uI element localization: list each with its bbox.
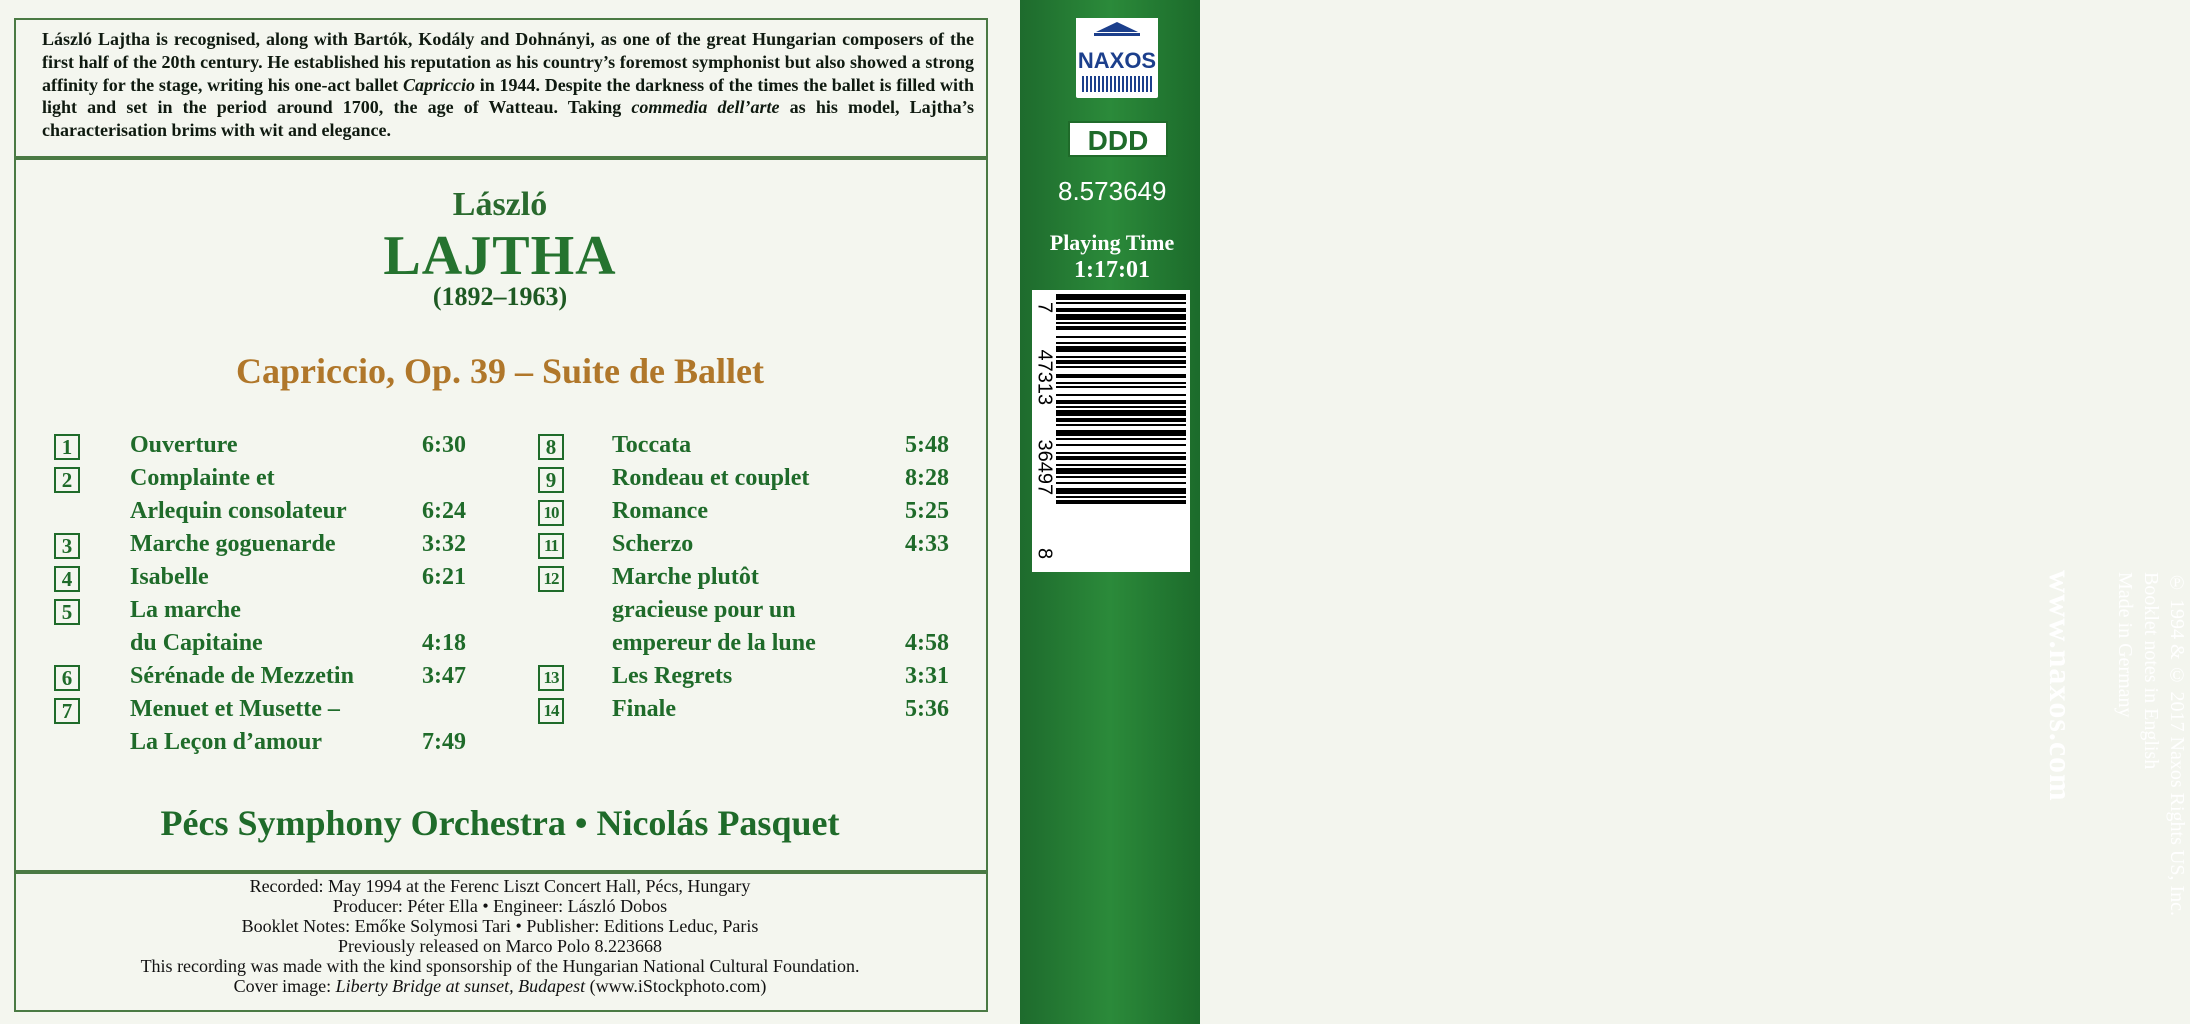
- logo-emblem-icon: [1076, 18, 1158, 40]
- credit-producer: Producer: Péter Ella • Engineer: László Dobos: [332, 896, 668, 916]
- track-title: La marche: [130, 597, 241, 623]
- track-number: 4: [54, 566, 80, 592]
- barcode-bar: [1056, 322, 1186, 324]
- track-duration: 6:21: [422, 564, 466, 590]
- barcode-bar: [1056, 406, 1186, 408]
- track-duration: 5:36: [905, 696, 949, 722]
- barcode-bar: [1056, 336, 1186, 338]
- barcode-bar: [1056, 360, 1186, 364]
- barcode-digit-group: 7: [1033, 301, 1056, 314]
- track-number: 2: [54, 467, 80, 493]
- barcode-bar: [1056, 464, 1186, 466]
- track-title: Sérénade de Mezzetin: [130, 663, 354, 689]
- track-number: 5: [54, 599, 80, 625]
- track-number: 10: [538, 500, 564, 526]
- track-duration: 4:18: [422, 630, 466, 656]
- credit-booklet: Booklet Notes: Emőke Solymosi Tari • Publisher: Editions Leduc, Paris: [241, 916, 759, 936]
- barcode-bar: [1056, 456, 1186, 460]
- barcode-bar: [1056, 346, 1186, 352]
- track-title: Finale: [612, 696, 676, 722]
- playing-time-label: Playing Time: [1049, 230, 1175, 255]
- track-title: Arlequin consolateur: [130, 498, 347, 524]
- barcode-bar: [1056, 444, 1186, 446]
- barcode-bar: [1056, 366, 1186, 368]
- naxos-logo: [1076, 18, 1158, 98]
- barcode-bar: [1056, 386, 1186, 388]
- track-title: Marche goguenarde: [130, 531, 336, 557]
- composer-last-name: LAJTHA: [383, 225, 617, 287]
- credits: [20, 876, 980, 996]
- track-duration: 5:48: [905, 432, 949, 458]
- track-title: Menuet et Musette –: [130, 696, 340, 722]
- website-url: www.naxos.com: [2043, 570, 2079, 802]
- barcode: [1032, 290, 1190, 572]
- track-title: gracieuse pour un: [612, 597, 796, 623]
- barcode-bars: [1056, 294, 1186, 566]
- intro-text: László Lajtha is recognised, along with Bartók, Kodály and Dohnányi, as one of the great Hungarian composers of the first half of the 20th century. He established his reputation as his country’s foremost symphonist but also showed a strong affinity for the stage, writing his one-act ballet Capriccio in 1944. Despite the darkness of the times the ballet is filled with light and set in the period around 1700, the age of Watteau. Taking commedia dell’arte as his model, Lajtha’s characterisation brims with wit and elegance.: [42, 29, 974, 141]
- intro-box: [14, 18, 988, 158]
- barcode-bar: [1056, 482, 1186, 484]
- booklet-language: Booklet notes in English: [2140, 572, 2162, 770]
- barcode-bar: [1056, 500, 1186, 504]
- barcode-bar: [1056, 424, 1186, 426]
- barcode-bar: [1056, 308, 1186, 312]
- track-duration: 4:33: [905, 531, 949, 557]
- barcode-bar: [1056, 400, 1186, 404]
- side-strip: [1020, 0, 2188, 1024]
- track-number: 13: [538, 665, 564, 691]
- track-duration: 5:25: [905, 498, 949, 524]
- barcode-bar: [1056, 356, 1186, 358]
- barcode-bar: [1056, 452, 1186, 454]
- barcode-digit-group: 36497: [1033, 439, 1056, 496]
- barcode-bar: [1056, 382, 1186, 384]
- track-duration: 8:28: [905, 465, 949, 491]
- ddd-badge: DDD: [1068, 121, 1168, 157]
- barcode-bar: [1056, 468, 1186, 474]
- logo-text: NAXOS: [1077, 48, 1157, 73]
- track-title: Ouverture: [130, 432, 238, 458]
- barcode-bar: [1056, 314, 1186, 320]
- track-number: 12: [538, 566, 564, 592]
- barcode-bar: [1056, 418, 1186, 422]
- track-title: du Capitaine: [130, 630, 263, 656]
- track-number: 1: [54, 434, 80, 460]
- track-title: Toccata: [612, 432, 692, 458]
- logo-columns: [1082, 76, 1152, 92]
- track-title: Romance: [612, 498, 708, 524]
- track-title: La Leçon d’amour: [130, 729, 322, 755]
- composer-first-name: László: [452, 186, 548, 223]
- barcode-digit-group: 8: [1033, 547, 1056, 560]
- track-number: 8: [538, 434, 564, 460]
- track-duration: 3:47: [422, 663, 466, 689]
- track-number: 11: [538, 533, 564, 559]
- main-panel: [0, 0, 1020, 1024]
- playing-time-value: 1:17:01: [1074, 257, 1150, 283]
- track-duration: 4:58: [905, 630, 949, 656]
- performers: Pécs Symphony Orchestra • Nicolás Pasquet: [160, 803, 840, 843]
- barcode-bar: [1056, 326, 1186, 330]
- barcode-bar: [1056, 430, 1186, 436]
- copyright-line: ℗ 1994 & © 2017 Naxos Rights US, Inc.: [2166, 572, 2188, 916]
- barcode-bar: [1056, 294, 1186, 300]
- track-title: Rondeau et couplet: [612, 465, 810, 491]
- credit-cover: Cover image: Liberty Bridge at sunset, Budapest (www.iStockphoto.com): [233, 976, 767, 996]
- barcode-digits: [1032, 290, 1056, 572]
- composer-dates: (1892–1963): [432, 282, 568, 311]
- barcode-digit-group: 47313: [1033, 349, 1056, 406]
- barcode-bar: [1056, 438, 1186, 440]
- track-title: empereur de la lune: [612, 630, 816, 656]
- track-title: Complainte et: [130, 465, 275, 491]
- barcode-bar: [1056, 476, 1186, 478]
- barcode-bar: [1056, 302, 1186, 304]
- track-number: 7: [54, 698, 80, 724]
- track-number: 6: [54, 665, 80, 691]
- barcode-bar: [1056, 374, 1186, 378]
- barcode-bar: [1056, 342, 1186, 344]
- credit-previous: Previously released on Marco Polo 8.223668: [338, 936, 662, 956]
- track-duration: 7:49: [422, 729, 466, 755]
- credit-recorded: Recorded: May 1994 at the Ferenc Liszt Concert Hall, Pécs, Hungary: [249, 876, 751, 896]
- track-title: Isabelle: [130, 564, 209, 590]
- track-duration: 3:32: [422, 531, 466, 557]
- track-title: Marche plutôt: [612, 564, 759, 590]
- copyright-info: [2112, 572, 2190, 916]
- catalog-number: 8.573649: [1058, 176, 1167, 206]
- track-title: Les Regrets: [612, 663, 733, 689]
- barcode-bar: [1056, 394, 1186, 396]
- track-duration: 3:31: [905, 663, 949, 689]
- barcode-bar: [1056, 488, 1186, 494]
- barcode-bar: [1056, 410, 1186, 416]
- barcode-bar: [1056, 496, 1186, 498]
- work-title: Capriccio, Op. 39 – Suite de Ballet: [236, 351, 764, 391]
- track-duration: 6:24: [422, 498, 466, 524]
- credit-sponsorship: This recording was made with the kind sponsorship of the Hungarian National Cultural Foundation.: [140, 956, 860, 976]
- track-number: 14: [538, 698, 564, 724]
- made-in: Made in Germany: [2114, 572, 2136, 718]
- track-duration: 6:30: [422, 432, 466, 458]
- track-number: 9: [538, 467, 564, 493]
- track-number: 3: [54, 533, 80, 559]
- track-title: Scherzo: [612, 531, 694, 557]
